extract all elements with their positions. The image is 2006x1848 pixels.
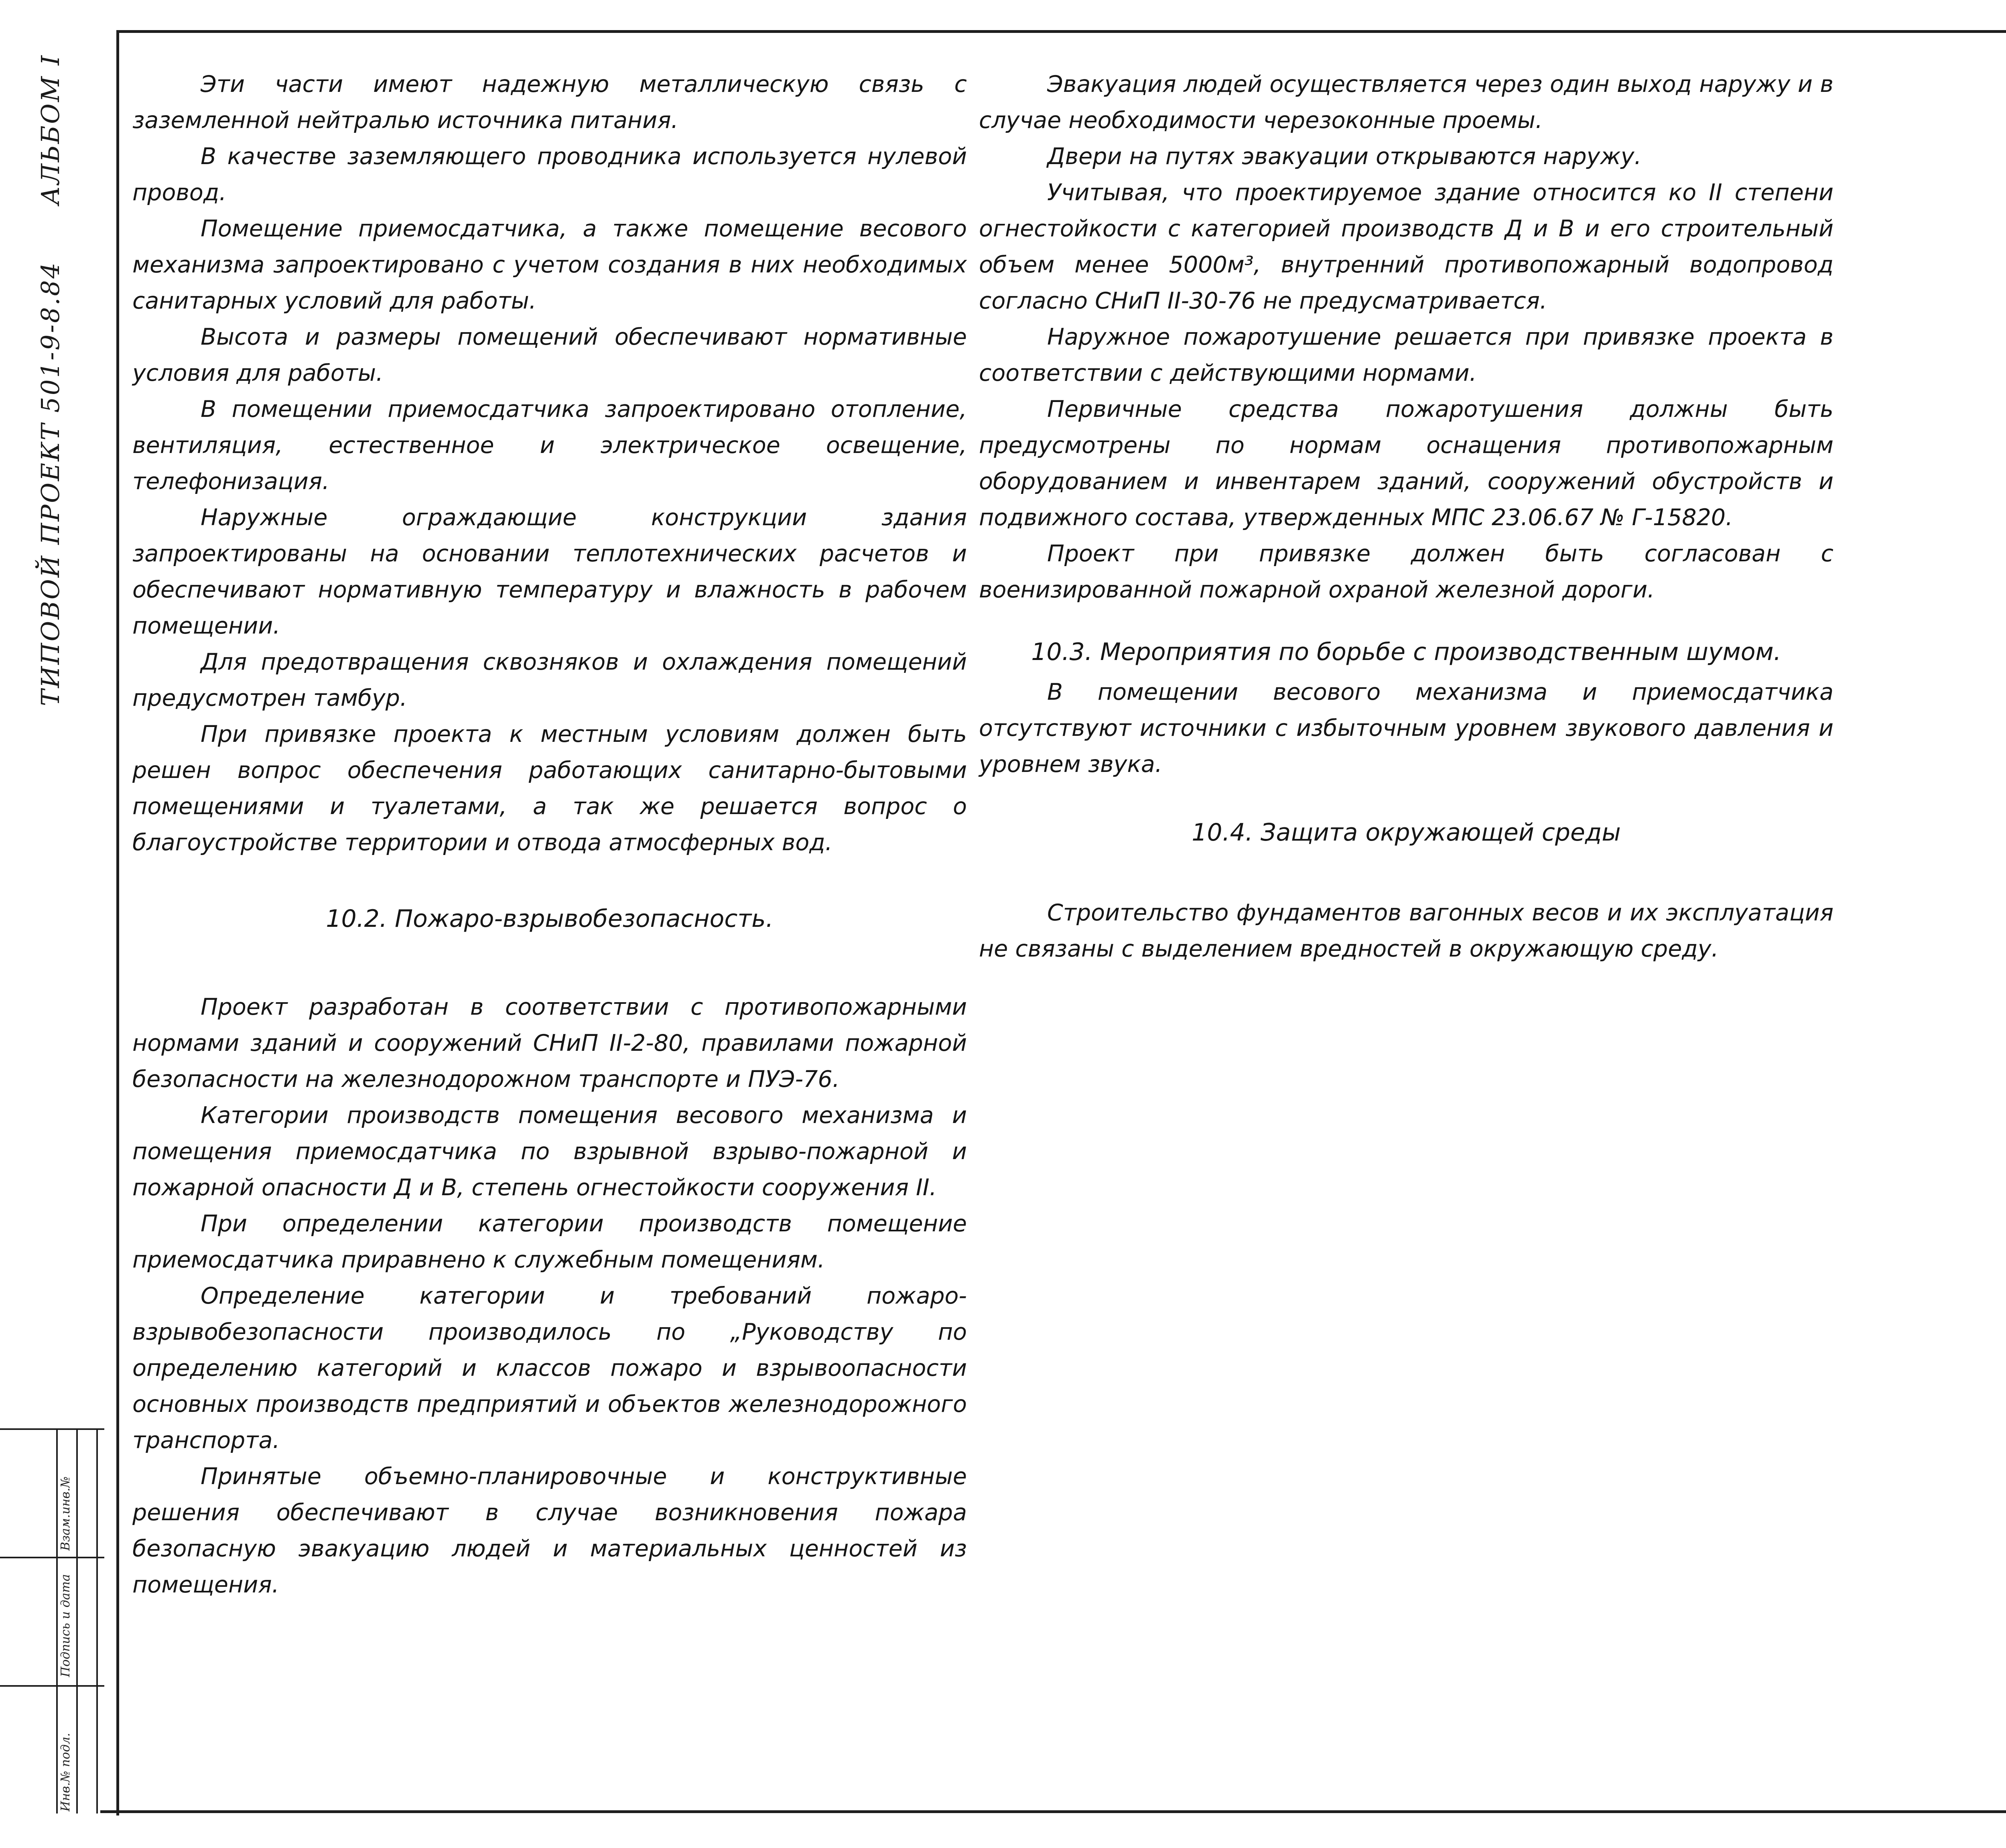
stamp-label-inv: Инв.№ подл. [59,1733,73,1811]
margin-stamp [0,1428,104,1813]
paragraph: В помещении весового механизма и приемосдатчика отсутствуют источники с избыточным уровнем звукового давления и уровнем звука. [979,679,1833,778]
paragraph: Проект разработан в соответствии с противопожарными нормами зданий и сооружений СНиП II-2-80, правилами пожарной безопасности на железнодорожном транспорте и ПУЭ-76. [132,994,967,1093]
stamp-divider [96,1428,98,1813]
stamp-label-replaced: Взам.инв.№ [59,1476,73,1551]
paragraph: Для предотвращения сквозняков и охлаждения помещений предусмотрен тамбур. [132,649,967,711]
margin-album-label: АЛЬБОМ I [35,54,65,205]
stamp-divider [76,1428,78,1813]
left-column [132,66,967,1603]
margin-project-title: ТИПОВОЙ ПРОЕКТ 501-9-8.84 [35,261,65,706]
paragraph: Эти части имеют надежную металлическую связь с заземленной нейтралью источника питания. [132,71,967,134]
paragraph: Строительство фундаментов вагонных весов и их эксплуатация не связаны с выделением вредностей в окружающую среду. [979,900,1833,962]
section-heading-10-4: 10.4. Защита окружающей среды [1192,818,1621,847]
paragraph: Наружные ограждающие конструкции здания запроектированы на основании теплотехнических расчетов и обеспечивают нормативную температуру и влажность в рабочем помещении. [132,504,967,639]
paragraph: Высота и размеры помещений обеспечивают нормативные условия для работы. [132,324,967,386]
stamp-divider [56,1428,58,1813]
paragraph: Наружное пожаротушение решается при привязке проекта в соответствии с действующими нормами. [979,324,1833,386]
right-column [979,66,1833,967]
paragraph: Двери на путях эвакуации открываются наружу. [1047,143,1642,170]
section-heading-10-3: 10.3. Мероприятия по борьбе с производственным шумом. [1031,638,1781,666]
paragraph: Проект при привязке должен быть согласован с военизированной пожарной охраной железной дороги. [979,540,1833,603]
paragraph: В качестве заземляющего проводника используется нулевой провод. [132,143,967,206]
paragraph: Первичные средства пожаротушения должны быть предусмотрены по нормам оснащения противопожарным оборудованием и инвентарем зданий, сооружений обустройств и подвижного состава, утвержденных МПС 23.06.67 № Г-15820. [979,396,1833,531]
margin-title [24,54,76,706]
stamp-label-signature: Подпись и дата [59,1574,73,1677]
stamp-cell-line [0,1428,104,1430]
frame-top-border [116,30,2006,33]
paragraph: Эвакуация людей осуществляется через один выход наружу и в случае необходимости черезоконные проемы. [979,71,1833,134]
paragraph: Учитывая, что проектируемое здание относится ко II степени огнестойкости с категорией производств Д и В и его строительный объем менее 5000м³, внутренний противопожарный водопровод согласно СНиП II-30-76 не предусматривается. [979,179,1833,314]
paragraph: При привязке проекта к местным условиям должен быть решен вопрос обеспечения работающих санитарно-бытовыми помещениями и туалетами, а так же решается вопрос о благоустройстве территории и отвода атмосферных вод. [132,721,967,856]
frame-bottom-border [100,1810,2006,1813]
stamp-cell-line [0,1557,104,1558]
stamp-cell-line [0,1685,104,1687]
paragraph: Категории производств помещения весового механизма и помещения приемосдатчика по взрывной взрыво-пожарной и пожарной опасности Д и В, степень огнестойкости сооружения II. [132,1102,967,1201]
paragraph: При определении категории производств помещение приемосдатчика приравнено к служебным помещениям. [132,1210,967,1273]
frame-left-border [116,30,119,1816]
paragraph: Определение категории и требований пожаро-взрывобезопасности производилось по „Руководству по определению категорий и классов пожаро и взрывоопасности основных производств предприятий и объектов железнодорожного транспорта. [132,1283,967,1454]
paragraph: В помещении приемосдатчика запроектировано отопление, вентиляция, естественное и электрическое освещение, телефонизация. [132,396,967,495]
paragraph: Помещение приемосдатчика, а также помещение весового механизма запроектировано с учетом создания в них необходимых санитарных условий для работы. [132,215,967,314]
paragraph: Принятые объемно-планировочные и конструктивные решения обеспечивают в случае возникновения пожара безопасную эвакуацию людей и материальных ценностей из помещения. [132,1463,967,1598]
section-heading-10-2: 10.2. Пожаро-взрывобезопасность. [326,905,774,933]
